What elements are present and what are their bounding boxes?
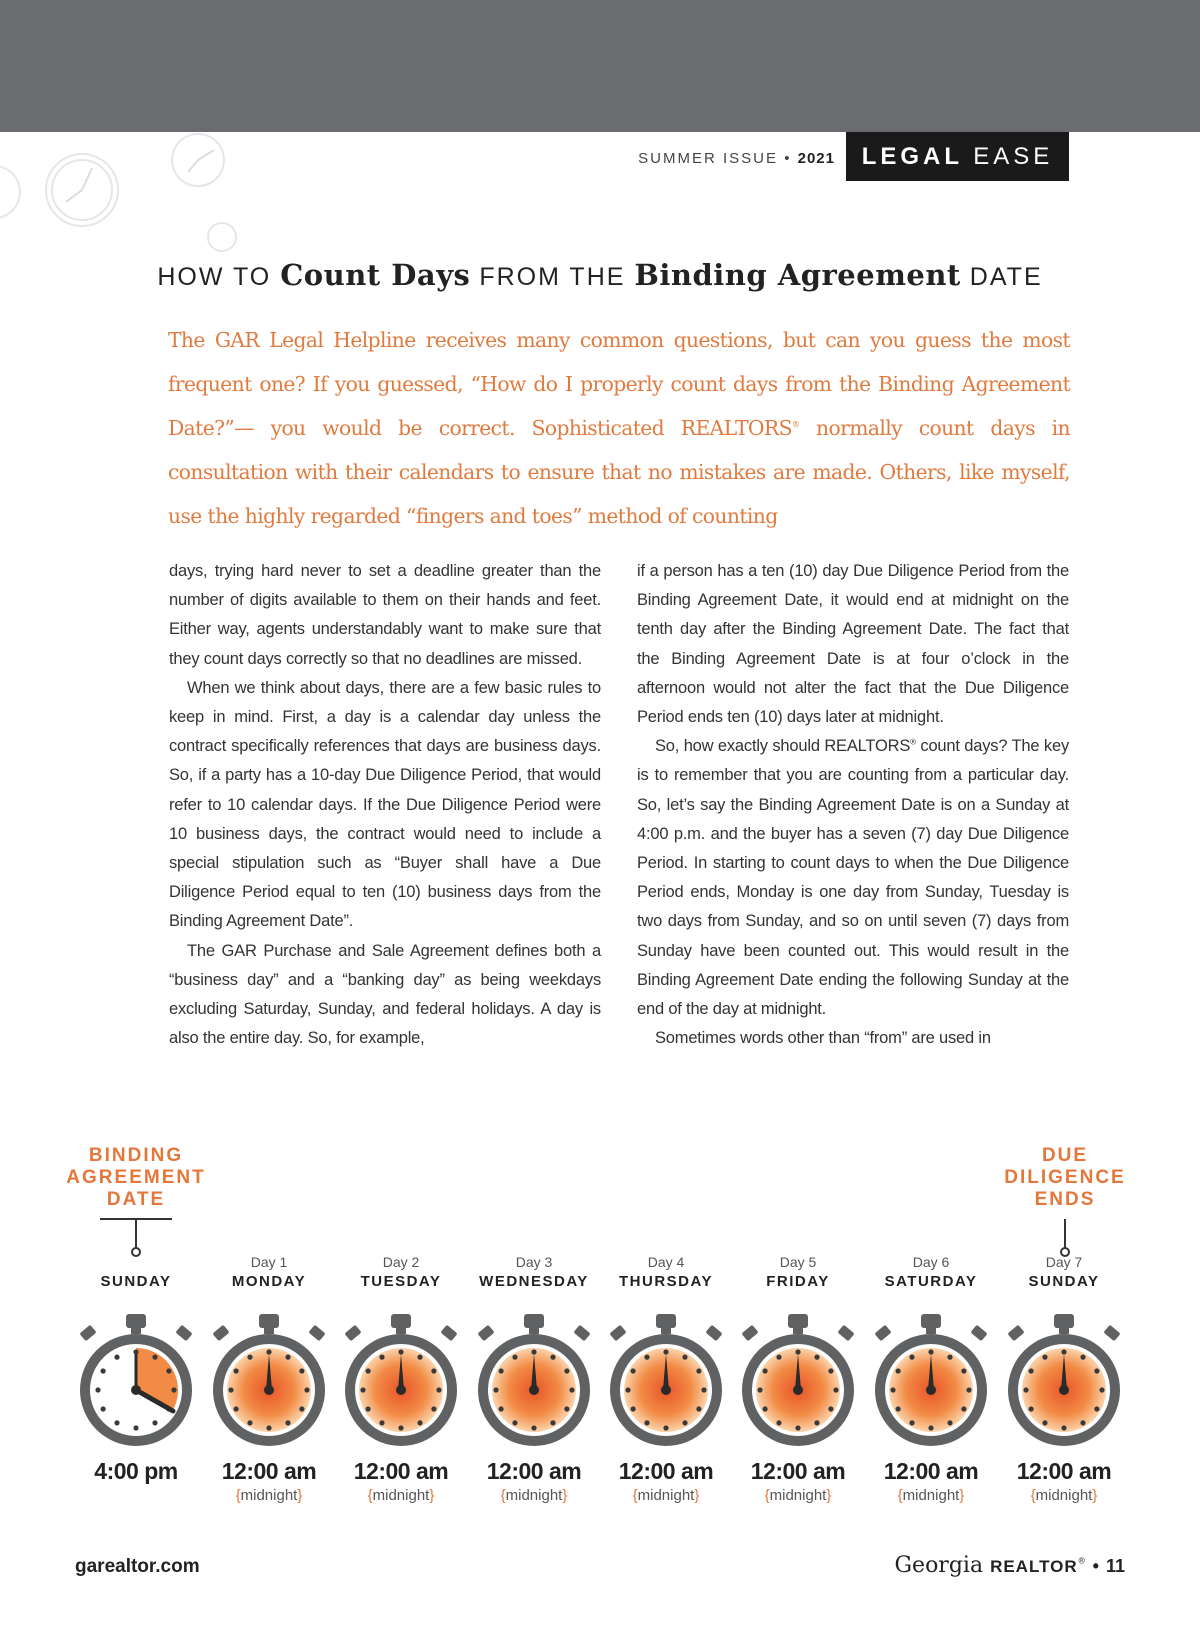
binding-agreement-label: BINDING AGREEMENT DATE [66, 1145, 206, 1210]
clock-decoration-icon [0, 132, 260, 272]
stopwatch-icon [868, 1310, 994, 1450]
body-paragraph: Sometimes words other than “from” are used in [655, 1029, 991, 1048]
day-time: 12:00 am [618, 1458, 714, 1484]
issue-label: SUMMER ISSUE • 2021 [638, 150, 835, 167]
stopwatch-icon [206, 1310, 332, 1450]
time-note: {midnight} [235, 1487, 303, 1504]
stopwatch-icon [471, 1310, 597, 1450]
day-name: THURSDAY [619, 1273, 713, 1290]
stopwatch-icon [603, 1310, 729, 1450]
body-paragraph: So, how exactly should REALTORS® count days? The key is to remember that you are counting from a particular day. So, let’s say the Binding Agreement Date is on a Sunday at 4:00 p.m. and the buyer has a seven (7) day Due Diligence Period. In starting to count days to when the Due Diligence Period ends, Monday is one day from Sunday, Tuesday is two days from Sunday, and so on until seven (7) days from Sunday have been counted out. This would result in the Binding Agreement Date ending the following Sunday at the end of the day at midnight. [637, 737, 1069, 1019]
page-title: HOW TO Count Days FROM THE Binding Agreement DATE [157, 258, 1043, 292]
body-paragraph: if a person has a ten (10) day Due Diligence Period from the Binding Agreement Date, it would end at midnight on the tenth day after the Binding Agreement Date. The fact that the Binding Agreement Date is at four o’clock in the afternoon would not alter the fact that the Due Diligence Period ends ten (10) days later at midnight. [637, 562, 1069, 727]
day-time: 12:00 am [221, 1458, 317, 1484]
day-time: 12:00 am [353, 1458, 449, 1484]
day-name: SATURDAY [884, 1273, 978, 1290]
time-note: {midnight} [632, 1487, 700, 1504]
stopwatch-icon [1001, 1310, 1127, 1450]
day-name: FRIDAY [766, 1273, 830, 1290]
day-number: Day 3 [515, 1254, 553, 1270]
time-note: {midnight} [1030, 1487, 1098, 1504]
day-name: SUNDAY [100, 1273, 172, 1290]
body-column-right [637, 557, 1069, 1053]
day-name: MONDAY [231, 1273, 307, 1290]
footer-site: garealtor.com [75, 1556, 200, 1577]
day-name: WEDNESDAY [479, 1273, 589, 1290]
time-note: {midnight} [764, 1487, 832, 1504]
day-time: 12:00 am [1016, 1458, 1112, 1484]
body-column-left [169, 557, 601, 1053]
day-number: Day 5 [779, 1254, 817, 1270]
stopwatch-icon [735, 1310, 861, 1450]
pointer-line-start [96, 1215, 176, 1260]
day-number: Day 1 [250, 1254, 288, 1270]
day-time: 4:00 pm [94, 1458, 178, 1484]
day-number: Day 7 [1045, 1254, 1083, 1270]
body-paragraph: days, trying hard never to set a deadline greater than the number of digits available to them on their hands and feet. Either way, agents understandably want to make sure that they count days correctly so that no deadlines are missed. [169, 562, 601, 668]
stopwatch-icon [338, 1310, 464, 1450]
body-paragraph: When we think about days, there are a few basic rules to keep in mind. First, a day is a calendar day unless the contract specifically references that days are business days. So, if a party has a 10-day Due Diligence Period, that would refer to 10 calendar days. If the Due Diligence Period were 10 business days, the contract would need to include a special stipulation such as “Buyer shall have a Due Diligence Period equal to ten (10) business days from the Binding Agreement Date”. [169, 678, 601, 931]
day-time: 12:00 am [486, 1458, 582, 1484]
time-note: {midnight} [367, 1487, 435, 1504]
time-note: {midnight} [500, 1487, 568, 1504]
day-name: TUESDAY [360, 1273, 442, 1290]
footer-magazine: Georgia REALTOR® • 11 [894, 1553, 1125, 1578]
lead-paragraph: The GAR Legal Helpline receives many common questions, but can you guess the most frequent one? If you guessed, “How do I properly count days from the Binding Agreement Date?”— you would be correct. Sophisticated REALTORS® normally count days in consultation with their calendars to ensure that no mistakes are made. Others, like myself, use the highly regarded “fingers and toes” method of counting [168, 328, 1070, 528]
due-diligence-label: DUE DILIGENCE ENDS [1004, 1145, 1126, 1210]
section-badge: LEGAL EASE [846, 132, 1069, 181]
day-time: 12:00 am [750, 1458, 846, 1484]
body-paragraph: The GAR Purchase and Sale Agreement defines both a “business day” and a “banking day” as being weekdays excluding Saturday, Sunday, and federal holidays. A day is also the entire day. So, for example, [169, 941, 601, 1048]
day-number: Day 6 [912, 1254, 950, 1270]
header-bar [0, 0, 1200, 132]
day-name: SUNDAY [1028, 1273, 1100, 1290]
day-time: 12:00 am [883, 1458, 979, 1484]
time-note: {midnight} [897, 1487, 965, 1504]
day-number: Day 2 [382, 1254, 420, 1270]
day-number: Day 4 [647, 1254, 685, 1270]
stopwatch-icon [73, 1310, 199, 1450]
